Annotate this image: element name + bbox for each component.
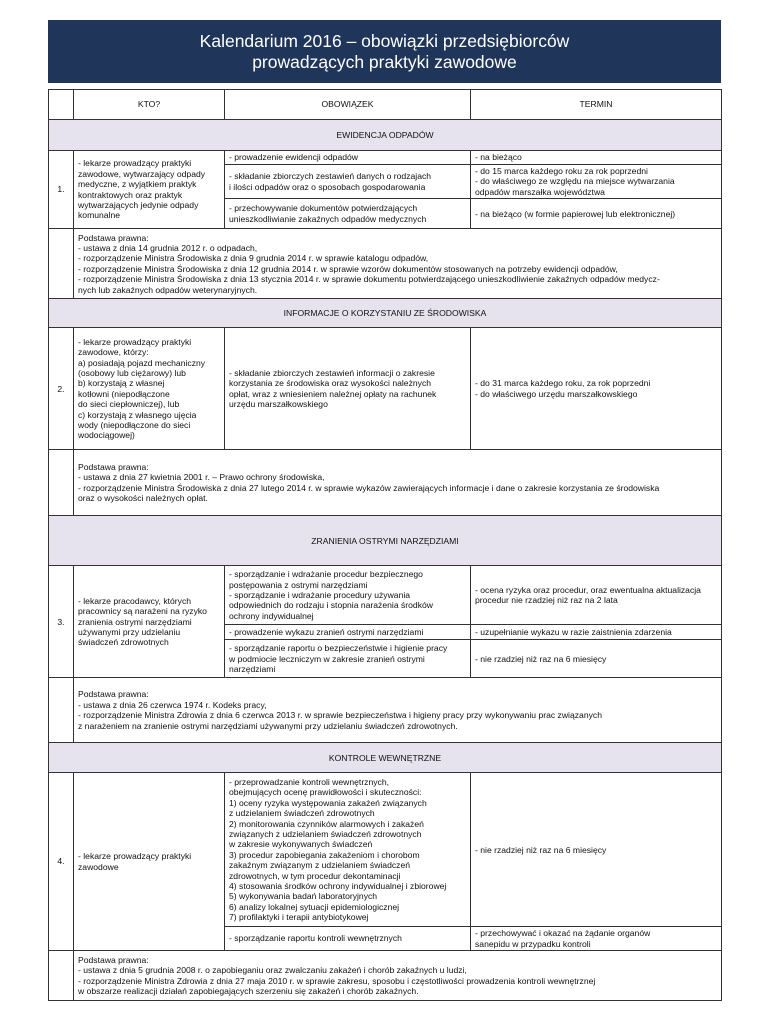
row-number: 2.	[49, 328, 74, 450]
term-cell: - na bieżąco	[471, 151, 722, 165]
section-title: EWIDENCJA ODPADÓW	[49, 120, 722, 151]
term-cell: - do 31 marca każdego roku, za rok poprzedni - do właściwego urzędu marszałkowskiego	[471, 328, 722, 450]
section-heading-row	[49, 516, 722, 566]
term-cell: - ocena ryzyka oraz procedur, oraz ewentualna aktualizacja procedur nie rzadziej niż raz na 2 lata	[471, 566, 722, 625]
section-heading-row	[49, 299, 722, 328]
title-line-2: prowadzących praktyki zawodowe	[252, 51, 517, 72]
table-row	[49, 328, 722, 450]
term-cell: - uzupełnianie wykazu w razie zaistnienia zdarzenia	[471, 625, 722, 640]
term-cell: - do 15 marca każdego roku za rok poprzedni - do właściwego ze względu na miejsce wytwarzania odpadów marszałka województwa	[471, 165, 722, 199]
obligations-table	[48, 89, 722, 1001]
obligation-cell: - sporządzanie i wdrażanie procedur bezpiecznego postępowania z ostrymi narzędziami - sporządzanie i wdrażanie procedury używania odpowiednich do rodzaju i stopnia narażenia środków ochrony indywidualnej	[225, 566, 471, 625]
term-cell: - na bieżąco (w formie papierowej lub elektronicznej)	[471, 199, 722, 229]
section-title: KONTROLE WEWNĘTRZNE	[49, 743, 722, 773]
legal-basis: Podstawa prawna: - ustawa z dnia 5 grudnia 2008 r. o zapobieganiu oraz zwalczaniu zakażeń i chorób zakaźnych u ludzi, - rozporządzenie Ministra Zdrowia z dnia 27 maja 2010 r. w sprawie zakresu, sposobu i częstotliwości prowadzenia kontroli wewnętrznej w obszarze realizacji działań zapobiegających szerzeniu się zakażeń i chorób zakaźnych.	[74, 951, 722, 1001]
row-number: 1.	[49, 151, 74, 229]
term-cell: - nie rzadziej niż raz na 6 miesięcy	[471, 773, 722, 927]
legal-basis-row	[49, 229, 722, 299]
term-cell: - przechowywać i okazać na żądanie organów sanepidu w przypadku kontroli	[471, 927, 722, 951]
who-cell: - lekarze prowadzący praktyki zawodowe, wytwarzający odpady medyczne, z wyjątkiem praktyk kontraktowych oraz praktyk wytwarzających jedynie odpady komunalne	[74, 151, 225, 229]
section-title: ZRANIENIA OSTRYMI NARZĘDZIAMI	[49, 516, 722, 566]
legal-basis: Podstawa prawna: - ustawa z dnia 26 czerwca 1974 r. Kodeks pracy, - rozporządzenie Ministra Zdrowia z dnia 6 czerwca 2013 r. w sprawie bezpieczeństwa i higieny pracy przy wykonywaniu prac związanych z narażeniem na zranienie ostrymi narzędziami używanymi przy udzielaniu świadczeń zdrowotnych.	[74, 678, 722, 743]
col-header-number	[49, 90, 74, 120]
obligation-cell: - przeprowadzanie kontroli wewnętrznych, obejmujących ocenę prawidłowości i skuteczności: 1) oceny ryzyka występowania zakażeń związanych z udzielaniem świadczeń zdrowotnych 2) monitorowania czynników alarmowych i zakażeń związanych z udzielaniem świadczeń zdrowotnych w zakresie wykonywanych świadczeń 3) procedur zapobiegania zakażeniom i chorobom zakaźnym związanym z udzielaniem świadczeń zdrowotnych, w tym procedur dekontaminacji 4) stosowania środków ochrony indywidualnej i zbiorowej 5) wykonywania badań laboratoryjnych 6) analizy lokalnej sytuacji epidemiologicznej 7) profilaktyki i terapii antybiotykowej	[225, 773, 471, 927]
legal-basis: Podstawa prawna: - ustawa z dnia 27 kwietnia 2001 r. – Prawo ochrony środowiska, - rozporządzenie Ministra Środowiska z dnia 27 lutego 2014 r. w sprawie wykazów zawierających informacje i dane o zakresie korzystania ze środowiska oraz o wysokości należnych opłat.	[74, 450, 722, 516]
title-banner	[48, 20, 721, 83]
header-row	[49, 90, 722, 120]
section-heading-row	[49, 743, 722, 773]
who-cell: - lekarze prowadzący praktyki zawodowe	[74, 773, 225, 951]
obligation-cell: - sporządzanie raportu kontroli wewnętrznych	[225, 927, 471, 951]
row-number: 3.	[49, 566, 74, 678]
col-header-obligation: OBOWIĄZEK	[225, 90, 471, 120]
section-heading-row	[49, 120, 722, 151]
obligation-cell: - prowadzenie ewidencji odpadów	[225, 151, 471, 165]
table-row	[49, 566, 722, 625]
who-cell: - lekarze prowadzący praktyki zawodowe, którzy: a) posiadają pojazd mechaniczny (osobowy lub ciężarowy) lub b) korzystają z własnej kotłowni (niepodłączone do sieci ciepłowniczej), lub c) korzystają z własnego ujęcia wody (niepodłączone do sieci wodociągowej)	[74, 328, 225, 450]
legal-basis-row	[49, 678, 722, 743]
obligation-cell: - składanie zbiorczych zestawień danych o rodzajach i ilości odpadów oraz o sposobach gospodarowania	[225, 165, 471, 199]
col-header-term: TERMIN	[471, 90, 722, 120]
table-row	[49, 773, 722, 927]
legal-basis: Podstawa prawna: - ustawa z dnia 14 grudnia 2012 r. o odpadach, - rozporządzenie Ministra Środowiska z dnia 9 grudnia 2014 r. w sprawie katalogu odpadów, - rozporządzenie Ministra Środowiska z dnia 12 grudnia 2014 r. w sprawie wzorów dokumentów stosowanych na potrzeby ewidencji odpadów, - rozporządzenie Ministra Środowiska z dnia 13 stycznia 2014 r. w sprawie dokumentu potwierdzającego unieszkodliwienie zakaźnych odpadów medycz- nych lub zakaźnych odpadów weterynaryjnych.	[74, 229, 722, 299]
section-title: INFORMACJE O KORZYSTANIU ZE ŚRODOWISKA	[49, 299, 722, 328]
title-line-1: Kalendarium 2016 – obowiązki przedsiębiorców	[199, 30, 570, 51]
legal-basis-row	[49, 450, 722, 516]
legal-basis-row	[49, 951, 722, 1001]
obligation-cell: - przechowywanie dokumentów potwierdzających unieszkodliwianie zakaźnych odpadów medycznych	[225, 199, 471, 229]
table-row	[49, 151, 722, 165]
who-cell: - lekarze pracodawcy, których pracownicy są narażeni na ryzyko zranienia ostrymi narzędziami używanymi przy udzielaniu świadczeń zdrowotnych	[74, 566, 225, 678]
term-cell: - nie rzadziej niż raz na 6 miesięcy	[471, 640, 722, 678]
obligation-cell: - sporządzanie raportu o bezpieczeństwie i higienie pracy w podmiocie leczniczym w zakresie zranień ostrymi narzędziami	[225, 640, 471, 678]
obligation-cell: - prowadzenie wykazu zranień ostrymi narzędziami	[225, 625, 471, 640]
row-number: 4.	[49, 773, 74, 951]
col-header-who: KTO?	[74, 90, 225, 120]
obligation-cell: - składanie zbiorczych zestawień informacji o zakresie korzystania ze środowiska oraz wysokości należnych opłat, wraz z wniesieniem należnej opłaty na rachunek urzędu marszałkowskiego	[225, 328, 471, 450]
